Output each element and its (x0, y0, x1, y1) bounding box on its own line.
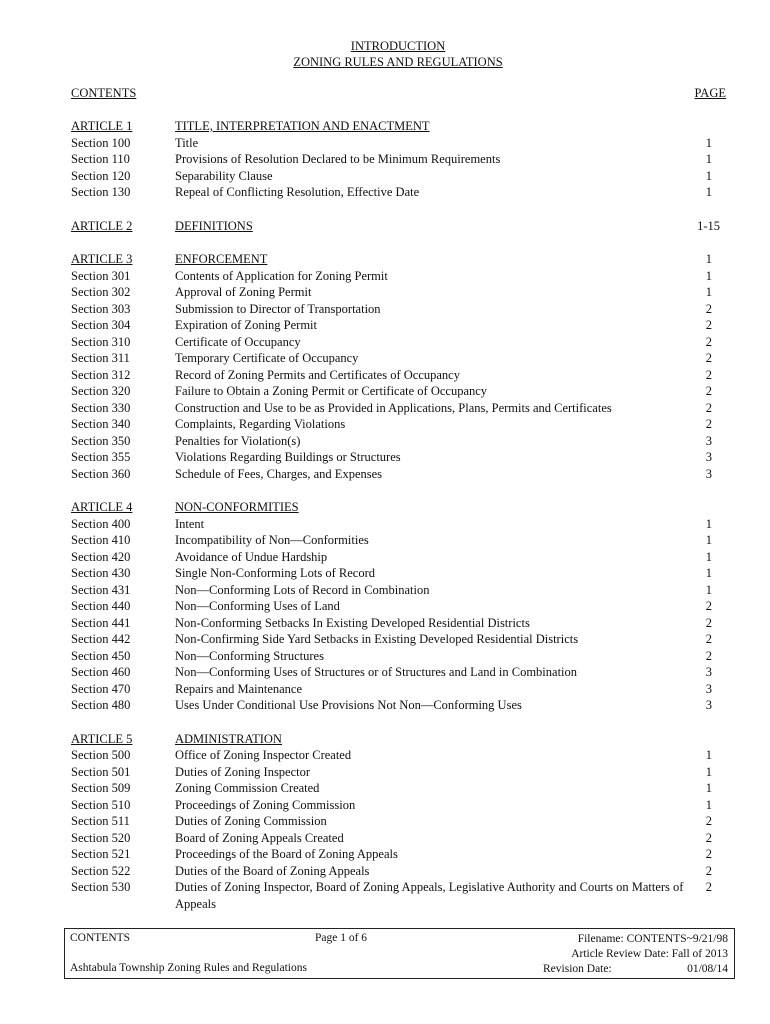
section-title: Certificate of Occupancy (175, 334, 301, 349)
section-page: 2 (705, 847, 712, 861)
section-number: Section 410 (71, 533, 131, 547)
article-heading (71, 218, 726, 235)
section-number: Section 355 (71, 450, 131, 464)
section-page: 2 (705, 814, 712, 828)
section-title: Title (175, 135, 199, 150)
title-line-1: INTRODUCTION (350, 39, 446, 53)
article-label: ARTICLE 2 (71, 218, 133, 233)
page-footer (64, 928, 735, 979)
section-title: Incompatibility of Non—Conformities (175, 533, 369, 547)
section-page: 1 (705, 516, 712, 531)
section-page: 2 (705, 384, 712, 398)
section-title: Violations Regarding Buildings or Structures (175, 450, 401, 464)
section-row (71, 184, 726, 201)
section-row (71, 449, 726, 466)
section-number: Section 100 (71, 135, 131, 150)
section-number: Section 120 (71, 168, 131, 183)
section-title: Non—Conforming Structures (175, 648, 324, 663)
article-title: ENFORCEMENT (175, 252, 268, 266)
section-row (71, 598, 726, 615)
section-number: Section 450 (71, 648, 131, 663)
section-row (71, 284, 726, 301)
article-heading (71, 731, 726, 748)
section-page: 3 (705, 665, 712, 679)
section-number: Section 501 (71, 764, 131, 779)
section-page: 2 (705, 880, 712, 894)
section-row (71, 317, 726, 334)
contents-label: CONTENTS (71, 86, 137, 100)
table-of-contents (71, 118, 726, 929)
section-title: Non—Conforming Uses of Land (175, 599, 340, 613)
section-row (71, 334, 726, 351)
section-title: Avoidance of Undue Hardship (175, 549, 328, 564)
section-row (71, 846, 726, 863)
section-page: 1 (705, 566, 712, 580)
section-number: Section 511 (71, 814, 130, 828)
section-page: 2 (705, 615, 712, 630)
section-title: Contents of Application for Zoning Permit (175, 268, 388, 283)
article-title: ADMINISTRATION (175, 731, 282, 746)
section-title: Intent (175, 516, 205, 531)
section-number: Section 320 (71, 384, 131, 398)
section-row (71, 615, 726, 632)
section-page: 2 (705, 599, 712, 613)
article-block (71, 731, 726, 913)
section-page: 1 (705, 152, 712, 166)
article-label: ARTICLE 3 (71, 252, 133, 266)
section-page: 2 (705, 367, 712, 382)
section-number: Section 304 (71, 318, 131, 332)
section-title: Board of Zoning Appeals Created (175, 830, 344, 845)
section-title: Office of Zoning Inspector Created (175, 748, 352, 762)
section-page: 1 (705, 135, 712, 150)
section-row (71, 135, 726, 152)
article-page: 1 (705, 252, 712, 266)
section-row (71, 516, 726, 533)
section-row (71, 697, 726, 714)
section-row (71, 416, 726, 433)
section-title: Zoning Commission Created (175, 781, 320, 795)
section-number: Section 522 (71, 863, 131, 878)
article-block (71, 251, 726, 482)
section-number: Section 520 (71, 830, 131, 845)
section-page: 1 (705, 781, 712, 795)
section-page: 1 (705, 797, 712, 812)
section-title: Duties of the Board of Zoning Appeals (175, 863, 370, 878)
section-title: Duties of Zoning Commission (175, 814, 327, 828)
section-page: 1 (705, 168, 712, 183)
contents-header (71, 86, 726, 103)
section-number: Section 303 (71, 301, 131, 316)
section-page: 1 (705, 285, 712, 299)
article-block (71, 499, 726, 714)
section-title: Submission to Director of Transportation (175, 301, 381, 316)
section-page: 1 (705, 268, 712, 283)
article-title: NON-CONFORMITIES (175, 500, 299, 514)
section-row (71, 301, 726, 318)
section-number: Section 312 (71, 367, 131, 382)
section-page: 3 (705, 681, 712, 696)
section-row (71, 813, 726, 830)
section-title: Construction and Use to be as Provided in Applications, Plans, Permits and Certificates (175, 400, 612, 415)
section-row (71, 350, 726, 367)
section-row (71, 780, 726, 797)
section-title: Non-Confirming Side Yard Setbacks in Existing Developed Residential Districts (175, 632, 579, 646)
section-row (71, 532, 726, 549)
section-title: Repeal of Conflicting Resolution, Effective Date (175, 185, 420, 199)
section-number: Section 480 (71, 698, 131, 712)
section-title: Duties of Zoning Inspector, Board of Zoning Appeals, Legislative Authority and Courts on Matters of Appeals (175, 880, 684, 911)
footer-document-name: Ashtabula Township Zoning Rules and Regulations (70, 962, 307, 974)
section-page: 2 (705, 400, 712, 415)
section-number: Section 500 (71, 748, 131, 762)
section-number: Section 400 (71, 516, 131, 531)
section-title: Expiration of Zoning Permit (175, 318, 317, 332)
page-label: PAGE (694, 86, 726, 100)
section-title: Provisions of Resolution Declared to be Minimum Requirements (175, 152, 501, 166)
section-number: Section 301 (71, 268, 131, 283)
section-page: 2 (705, 648, 712, 663)
section-title: Single Non-Conforming Lots of Record (175, 566, 375, 580)
document-title (0, 38, 770, 70)
section-number: Section 530 (71, 880, 131, 894)
section-page: 2 (705, 830, 712, 845)
footer-revision-value: 01/08/14 (687, 963, 728, 975)
section-title: Complaints, Regarding Violations (175, 417, 346, 431)
section-number: Section 509 (71, 781, 131, 795)
section-title: Non-Conforming Setbacks In Existing Developed Residential Districts (175, 615, 530, 630)
section-row (71, 648, 726, 665)
section-number: Section 340 (71, 417, 131, 431)
footer-contents: CONTENTS (70, 932, 131, 944)
section-title: Repairs and Maintenance (175, 681, 303, 696)
section-title: Schedule of Fees, Charges, and Expenses (175, 466, 383, 481)
section-number: Section 360 (71, 466, 131, 481)
section-row (71, 797, 726, 814)
section-page: 1 (705, 533, 712, 547)
section-number: Section 470 (71, 681, 131, 696)
section-page: 3 (705, 466, 712, 481)
article-label: ARTICLE 4 (71, 500, 133, 514)
footer-revision (543, 962, 728, 977)
section-page: 1 (705, 582, 712, 597)
section-title: Temporary Certificate of Occupancy (175, 351, 359, 365)
section-row (71, 565, 726, 582)
section-number: Section 430 (71, 566, 131, 580)
section-number: Section 310 (71, 334, 131, 349)
section-page: 2 (705, 301, 712, 316)
section-row (71, 631, 726, 648)
section-title: Non—Conforming Uses of Structures or of Structures and Land in Combination (175, 665, 578, 679)
section-row (71, 664, 726, 681)
section-row (71, 168, 726, 185)
section-row (71, 549, 726, 566)
section-number: Section 521 (71, 847, 131, 861)
section-row (71, 151, 726, 168)
article-heading (71, 118, 726, 135)
section-row (71, 367, 726, 384)
footer-review-date: Article Review Date: Fall of 2013 (571, 948, 728, 960)
section-row (71, 268, 726, 285)
section-page: 3 (705, 450, 712, 464)
section-row (71, 582, 726, 599)
section-page: 2 (705, 863, 712, 878)
section-row (71, 433, 726, 450)
section-number: Section 311 (71, 351, 130, 365)
section-number: Section 441 (71, 615, 131, 630)
section-page: 1 (705, 549, 712, 564)
section-page: 2 (705, 318, 712, 332)
section-number: Section 440 (71, 599, 131, 613)
section-number: Section 510 (71, 797, 131, 812)
section-row (71, 830, 726, 847)
section-page: 2 (705, 351, 712, 365)
section-number: Section 420 (71, 549, 131, 564)
section-number: Section 330 (71, 400, 131, 415)
section-page: 1 (705, 764, 712, 779)
section-page: 1 (705, 185, 712, 199)
article-page: 1-15 (697, 218, 720, 233)
section-number: Section 110 (71, 152, 130, 166)
section-row (71, 747, 726, 764)
article-label: ARTICLE 1 (71, 119, 133, 133)
section-title: Separability Clause (175, 168, 273, 183)
article-block (71, 218, 726, 235)
footer-revision-label: Revision Date: (543, 963, 612, 975)
section-row (71, 863, 726, 880)
section-number: Section 431 (71, 582, 131, 597)
section-page: 2 (705, 632, 712, 646)
article-heading (71, 251, 726, 268)
article-label: ARTICLE 5 (71, 731, 133, 746)
section-row (71, 400, 726, 417)
section-title: Proceedings of the Board of Zoning Appeals (175, 847, 398, 861)
section-title: Non—Conforming Lots of Record in Combination (175, 582, 430, 597)
section-row (71, 681, 726, 698)
section-number: Section 442 (71, 632, 131, 646)
section-title: Failure to Obtain a Zoning Permit or Certificate of Occupancy (175, 384, 488, 398)
section-number: Section 460 (71, 665, 131, 679)
section-row (71, 383, 726, 400)
section-page: 3 (705, 698, 712, 712)
section-number: Section 302 (71, 285, 131, 299)
section-title: Penalties for Violation(s) (175, 433, 301, 448)
section-number: Section 130 (71, 185, 131, 199)
section-row (71, 466, 726, 483)
title-line-2: ZONING RULES AND REGULATIONS (293, 55, 503, 69)
section-page: 3 (705, 433, 712, 448)
footer-file-info (543, 932, 728, 977)
section-page: 2 (705, 417, 712, 431)
article-heading (71, 499, 726, 516)
section-title: Approval of Zoning Permit (175, 285, 312, 299)
article-title: TITLE, INTERPRETATION AND ENACTMENT (175, 119, 430, 133)
section-number: Section 350 (71, 433, 131, 448)
section-row (71, 879, 726, 912)
section-title: Duties of Zoning Inspector (175, 764, 311, 779)
footer-page-number: Page 1 of 6 (315, 932, 368, 944)
article-title: DEFINITIONS (175, 218, 253, 233)
section-title: Proceedings of Zoning Commission (175, 797, 356, 812)
section-title: Record of Zoning Permits and Certificates of Occupancy (175, 367, 460, 382)
section-page: 1 (705, 748, 712, 762)
footer-filename: Filename: CONTENTS~9/21/98 (577, 933, 728, 945)
article-block (71, 118, 726, 201)
section-title: Uses Under Conditional Use Provisions Not Non—Conforming Uses (175, 698, 522, 712)
section-page: 2 (705, 334, 712, 349)
section-row (71, 764, 726, 781)
